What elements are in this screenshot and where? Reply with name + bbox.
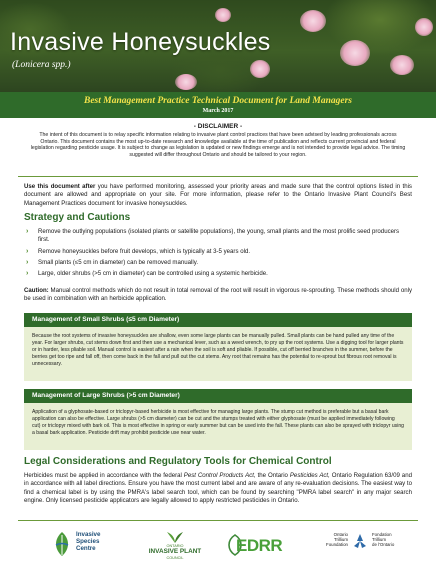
chevron-right-icon: › [26, 247, 29, 255]
section-heading-strategy: Strategy and Cautions [24, 212, 131, 223]
small-shrubs-box-header [24, 313, 412, 327]
blossom-image [175, 74, 197, 90]
disclaimer-title: - DISCLAIMER - [193, 123, 243, 130]
invasive-species-centre-logo [52, 529, 112, 563]
edrr-logo [224, 530, 284, 560]
title-band [0, 92, 436, 118]
chevron-right-icon: › [26, 258, 29, 266]
header-photo [0, 0, 436, 92]
blossom-image [300, 10, 326, 32]
logo-text: Trillium [334, 537, 348, 543]
logo-text: Ontario [333, 532, 348, 537]
small-shrubs-text: Because the root systems of invasive honeysuckles are shallow, even some large plants can be manually pulled. Small plants can be hand pulled any time of the year. For larger shrubs, cut stems down first and then use a mechanical lever, such as a weed wrench, to pry up the root systems. Use a digging tool for larger plants or in harder, less pliable soil. Manual control is easiest after a rain when the soil is soft and pliable. If possible, cut off berried branches in the summer, before the berries get too ripe and fall off, then come back in the fall and pull out the cut stems. Any root that remains has the potential to re-sprout but fibrous root removal is unnecessary. [32, 333, 404, 367]
blossom-image [415, 18, 433, 36]
intro-text: you have performed monitoring, assessed your priority areas and made sure that the control options listed in this document are allowed and appropriate on your site. For more information, please refer to the Ontario Invasive Plant Council's Best Management Practices document for invasive honeysuckles. [24, 183, 412, 207]
list-item [26, 228, 412, 245]
plant-icon [164, 530, 186, 544]
logo-text: EDRR [236, 536, 283, 555]
act-name: Pest Control Products Act, [183, 472, 256, 479]
page-subtitle: (Lonicera spp.) [12, 60, 71, 70]
blossom-image [215, 8, 231, 22]
large-shrubs-heading: Management of Large Shrubs (>5 cm Diameter) [32, 392, 180, 399]
partner-logos [0, 524, 436, 565]
logo-text: ONTARIO [166, 544, 184, 548]
logo-text: Invasive [76, 531, 101, 538]
caution-paragraph [24, 287, 412, 304]
legal-text: Herbicides must be applied in accordance with the federal [24, 472, 184, 479]
blossom-image [340, 40, 370, 66]
ontario-trillium-foundation-logo [322, 530, 422, 560]
caution-text: Manual control methods which do not result in total removal of the root will result in vigorous re-sprouting. These methods should only be used in combination with an herbicide application. [24, 287, 412, 303]
intro-lead: Use this document after [24, 183, 96, 190]
divider [18, 520, 418, 521]
logo-text: Species [76, 538, 100, 545]
disclaimer-text: The intent of this document is to relay specific information relating to invasive plant control practices that have been advised by leading professionals across Ontario. This document contains the most up-to-date research and knowledge available at the time of publication and reflects current provincial and federal legislation regarding pesticide usage. It is subject to change as legislation is updated or new findings emerge and is not intended to provide legal advice. The timing suggested will differ throughout Ontario and should be tailored to your region. [30, 132, 406, 158]
logo-text: INVASIVE PLANT [148, 548, 202, 555]
large-shrubs-text: Application of a glyphosate-based or triclopyr-based herbicide is most effective for managing large plants. The stump cut method is preferable but a basal bark application can also be effective. Large shrubs (>5 cm diameter) can be cut and the stumps treated with either glyphosate (must be applied immediately following cut) or triclopyr mixed with bark oil. This is most effective in spring or early summer but can be used into the fall. These plants can also be sprayed with triclopyr using a basal bark application. Pesticide drift may prohibit pesticide use near water. [32, 409, 405, 436]
caution-label: Caution: [24, 287, 49, 294]
large-shrubs-box-header [24, 389, 412, 403]
page-title: Invasive Honeysuckles [10, 28, 271, 56]
ontario-invasive-plant-council-logo [135, 530, 215, 562]
chevron-right-icon: › [26, 270, 29, 278]
legal-text: Ontario Regulation 63/09 and in accordance with all label directions. Ensure you have the most current label and are aware of any re-evaluation decisions. The easiest way to find a chemical label is by using the PMRA's label search tool, which can be found by searching "PMRA label search" in any major search engine. Only licensed pesticide applicators are legally allowed to apply restricted pesticides in Ontario. [24, 472, 412, 504]
list-item-text: Remove honeysuckles before fruit develops, which is typically at 3-5 years old. [38, 247, 251, 255]
trillium-icon [352, 532, 368, 550]
publication-date: March 2017 [202, 108, 234, 114]
legal-text: the Ontario [255, 472, 290, 479]
list-item [26, 248, 412, 256]
leaf-icon [52, 531, 72, 557]
strategy-list [26, 228, 412, 281]
blossom-image [250, 60, 270, 78]
document-type-title: Best Management Practice Technical Document for Land Managers [83, 96, 353, 106]
logo-text: Fondation [372, 532, 392, 537]
section-heading-legal: Legal Considerations and Regulatory Tools for Chemical Control [24, 456, 332, 467]
list-item-text: Large, older shrubs (>5 cm in diameter) can be controlled using a systemic herbicide. [38, 270, 268, 278]
legal-paragraph [24, 472, 412, 505]
divider [18, 176, 418, 177]
act-name: Pesticides Act, [289, 472, 330, 479]
intro-paragraph [24, 183, 412, 208]
logo-text: Foundation [326, 542, 348, 548]
list-item-text: Small plants (≤5 cm in diameter) can be removed manually. [38, 258, 199, 266]
logo-text: Trillium [372, 537, 386, 543]
chevron-right-icon: › [26, 228, 29, 235]
small-shrubs-heading: Management of Small Shrubs (≤5 cm Diameter) [32, 316, 180, 323]
list-item [26, 270, 412, 278]
logo-text: COUNCIL [166, 556, 184, 560]
list-item-text: Remove the outlying populations (isolated plants or satellite populations), the young, small plants and the most prolific seed producers first. [38, 228, 400, 244]
small-shrubs-box [24, 327, 412, 381]
list-item [26, 259, 412, 267]
blossom-image [390, 55, 414, 75]
large-shrubs-box [24, 403, 412, 450]
logo-text: Centre [76, 545, 96, 552]
logo-text: de l'Ontario [372, 542, 395, 548]
